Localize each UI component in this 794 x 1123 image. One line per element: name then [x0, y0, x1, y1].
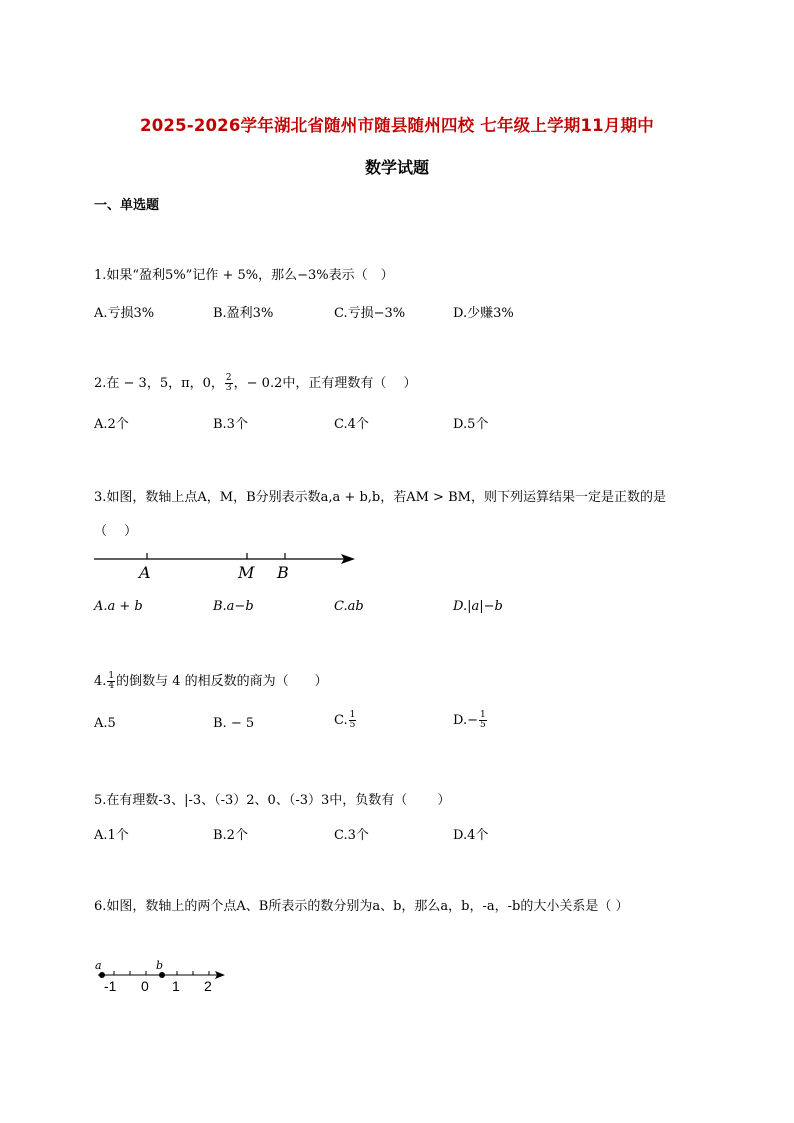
q5-option-c: C.3个 [334, 828, 369, 843]
q3-label-a: A [139, 563, 151, 582]
q1-option-b: B.盈利3% [213, 306, 274, 321]
q6-tick-label-0: 0 [141, 978, 149, 994]
question-3-stem-line2: （ ） [94, 524, 138, 539]
q6-tick-label-1: 1 [172, 978, 180, 994]
question-6-stem: 6.如图，数轴上的两个点A、B所表示的数分别为a、b，那么a，b，-a，-b的大小关系是（ ） [94, 899, 629, 914]
q4-stem-after: 的倒数与 4 的相反数的商为（ ） [116, 674, 328, 689]
q5-option-d: D.4个 [453, 828, 489, 843]
q3-option-b: B.a−b [213, 599, 254, 614]
section-heading: 一、单选题 [94, 198, 160, 213]
q2-option-a: A.2个 [94, 417, 129, 432]
q2-option-b: B.3个 [213, 417, 248, 432]
q4-optc-den: 5 [349, 720, 356, 730]
document-title-line1: 2025-2026学年湖北省随州市随县随州四校 七年级上学期11月期中 [140, 116, 654, 135]
q2-option-d: D.5个 [453, 417, 489, 432]
document-title-line2: 数学试题 [364, 158, 429, 177]
q3-option-d: D.|a|−b [453, 599, 503, 614]
q5-option-b: B.2个 [213, 828, 248, 843]
q4-option-d-label: D.− [453, 713, 478, 728]
q6-tick-label-neg1: -1 [104, 978, 117, 994]
q4-option-b: B. − 5 [213, 716, 255, 731]
q3-label-b: B [277, 563, 289, 582]
q6-label-a: a [95, 959, 102, 972]
q4-frac-num: 1 [108, 671, 115, 681]
q1-option-d: D.少赚3% [453, 306, 514, 321]
q2-stem-after: ，− 0.2中，正有理数有（ ） [233, 376, 417, 391]
q4-optd-num: 1 [479, 710, 486, 720]
q3-label-m: M [238, 563, 255, 582]
q5-option-a: A.1个 [94, 828, 129, 843]
q4-stem-prefix: 4. [94, 674, 107, 689]
question-3-stem-line1: 3.如图，数轴上点A，M，B分别表示数a,a + b,b，若AM > BM，则下列运算结果一定是正数的是 [94, 490, 666, 505]
q6-tick-label-2: 2 [204, 978, 212, 994]
q3-option-a: A.a + b [94, 599, 143, 614]
q1-option-c: C.亏损−3% [334, 306, 406, 321]
question-5-stem: 5.在有理数-3、|-3、（-3）2、0、（-3）3中，负数有（ ） [94, 793, 451, 808]
q6-point-b [159, 972, 165, 978]
q2-option-c: C.4个 [334, 417, 369, 432]
q4-option-a: A.5 [94, 716, 116, 731]
q4-optc-num: 1 [349, 710, 356, 720]
question-1-stem: 1.如果“盈利5%”记作 + 5%，那么−3%表示（ ） [94, 268, 394, 283]
q6-label-b: b [156, 959, 164, 972]
q4-optd-den: 5 [479, 720, 486, 730]
q2-stem-before: 2.在 − 3，5，π，0， [94, 376, 224, 391]
q1-option-a: A.亏损3% [94, 306, 155, 321]
q4-option-c-label: C. [334, 713, 348, 728]
q4-frac-den: 4 [108, 681, 115, 691]
q2-frac-den: 3 [225, 383, 232, 393]
q2-frac-num: 2 [225, 373, 232, 383]
q3-option-c: C.ab [334, 599, 364, 614]
